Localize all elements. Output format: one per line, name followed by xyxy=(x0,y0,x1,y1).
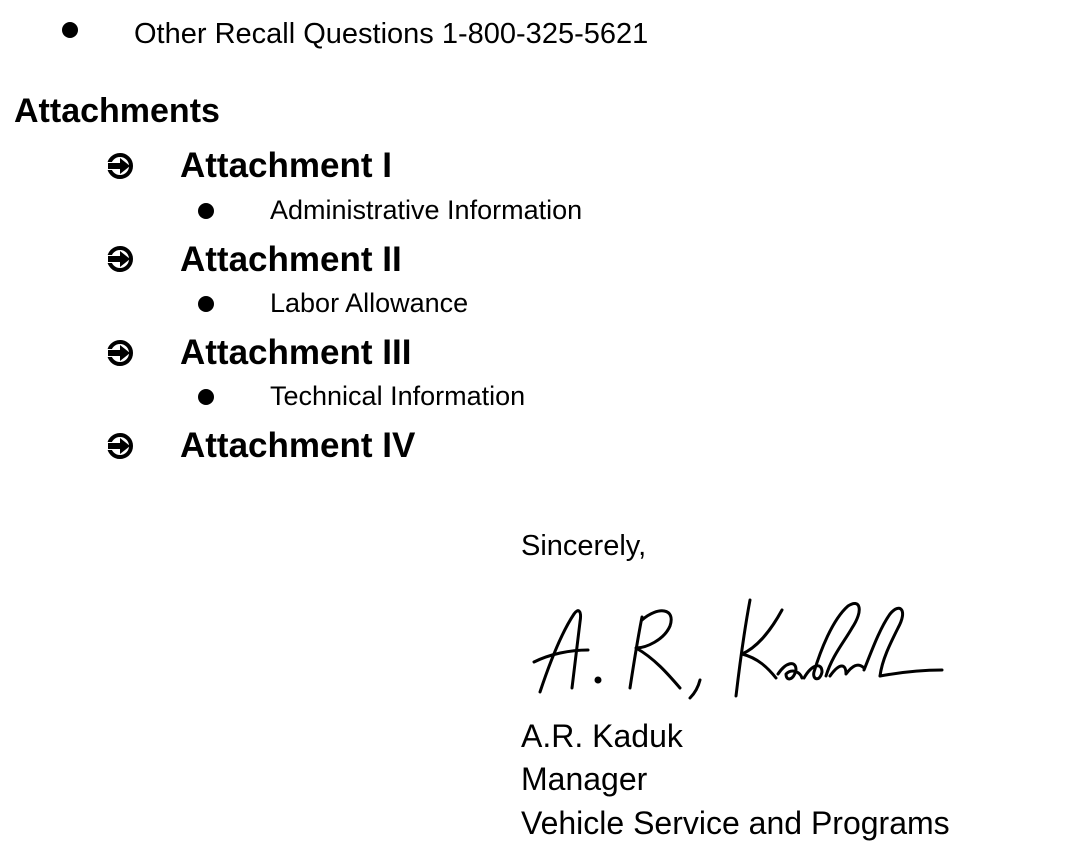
attachment-title-2: Attachment II xyxy=(180,240,402,279)
bullet-icon xyxy=(198,389,214,405)
bullet-icon xyxy=(198,296,214,312)
attachments-heading: Attachments xyxy=(14,92,220,130)
signer-title: Manager xyxy=(521,761,648,797)
handwritten-signature xyxy=(530,592,950,702)
signer-name: A.R. Kaduk xyxy=(521,718,683,754)
arrow-right-circle-icon xyxy=(106,152,134,180)
bullet-icon xyxy=(62,22,78,38)
bullet-icon xyxy=(198,203,214,219)
attachment-title-1: Attachment I xyxy=(180,146,392,185)
arrow-right-circle-icon xyxy=(106,245,134,273)
arrow-right-circle-icon xyxy=(106,432,134,460)
closing-salutation: Sincerely, xyxy=(521,530,647,562)
attachment-title-3: Attachment III xyxy=(180,333,412,372)
recall-questions-contact: Other Recall Questions 1-800-325-5621 xyxy=(134,18,649,50)
attachment-description-3: Technical Information xyxy=(270,381,526,411)
signer-department: Vehicle Service and Programs xyxy=(521,805,950,841)
attachment-description-2: Labor Allowance xyxy=(270,288,469,318)
attachment-description-1: Administrative Information xyxy=(270,195,583,225)
arrow-right-circle-icon xyxy=(106,339,134,367)
attachment-title-4: Attachment IV xyxy=(180,426,416,465)
